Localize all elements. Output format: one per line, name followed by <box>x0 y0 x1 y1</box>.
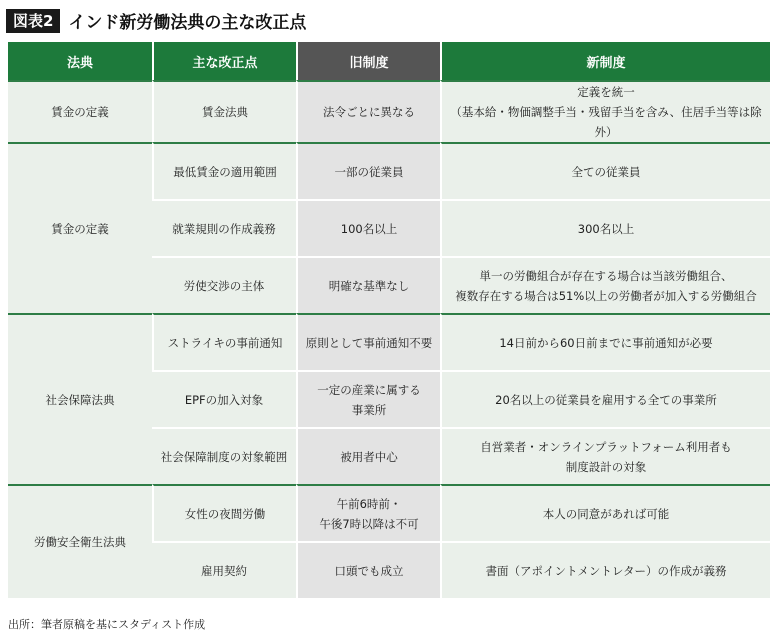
old-system-cell <box>296 256 440 313</box>
new-system-cell <box>440 427 770 484</box>
new-text: 本人の同意があれば可能 <box>542 506 670 521</box>
point-cell: 女性の夜間労働 <box>152 484 296 541</box>
old-text: 被用者中心 <box>340 449 398 464</box>
column-header-code: 法典 <box>8 42 152 80</box>
new-text: 制度設計の対象 <box>565 459 647 474</box>
old-text: 午後7時以降は不可 <box>319 516 419 531</box>
reform-table-container <box>8 42 770 598</box>
code-cell: 賃金の定義 <box>8 80 152 142</box>
figure-badge: 図表2 <box>6 9 60 33</box>
figure-header <box>6 8 306 33</box>
table-row <box>8 80 770 142</box>
new-text: 14日前から60日前までに事前通知が必要 <box>499 335 713 350</box>
point-cell: 最低賃金の適用範囲 <box>152 142 296 199</box>
old-text: 法令ごとに異なる <box>323 105 415 119</box>
code-cell: 社会保障法典 <box>8 313 152 484</box>
point-cell: ストライキの事前通知 <box>152 313 296 370</box>
old-system-cell <box>296 370 440 427</box>
old-text: 一部の従業員 <box>334 164 404 179</box>
table-row <box>8 484 770 541</box>
column-header-old: 旧制度 <box>296 42 440 80</box>
point-cell: 雇用契約 <box>152 541 296 598</box>
new-text: 全ての従業員 <box>571 164 641 179</box>
old-text: 事業所 <box>351 402 387 417</box>
old-system-cell <box>296 199 440 256</box>
code-cell: 労働安全衛生法典 <box>8 484 152 598</box>
old-system-cell <box>296 541 440 598</box>
new-system-cell <box>440 313 770 370</box>
column-header-point: 主な改正点 <box>152 42 296 80</box>
table-row <box>8 313 770 370</box>
old-text: 口頭でも成立 <box>334 563 404 578</box>
old-system-cell <box>296 484 440 541</box>
old-system-cell <box>296 313 440 370</box>
source-note: 出所：筆者原稿を基にスタディスト作成 <box>8 618 206 631</box>
old-text: 原則として事前通知不要 <box>305 335 433 350</box>
code-cell: 賃金の定義 <box>8 142 152 313</box>
new-text: 20名以上の従業員を雇用する全ての事業所 <box>495 392 717 407</box>
new-text: 300名以上 <box>577 221 635 236</box>
figure-title: インド新労働法典の主な改正点 <box>68 13 307 33</box>
new-text: （基本給・物価調整手当・残留手当を含み、住居手当等は除外） <box>450 105 762 139</box>
new-system-cell <box>440 484 770 541</box>
table-header-row <box>8 42 770 80</box>
new-system-cell <box>440 142 770 199</box>
old-text: 午前6時前・ <box>336 496 402 511</box>
new-text: 書面（アポイントメントレター）の作成が義務 <box>485 563 727 578</box>
new-system-cell <box>440 370 770 427</box>
new-text: 単一の労働組合が存在する場合は当該労働組合、 <box>479 268 733 283</box>
point-cell: EPFの加入対象 <box>152 370 296 427</box>
point-cell: 社会保障制度の対象範囲 <box>152 427 296 484</box>
old-system-cell <box>296 427 440 484</box>
point-cell: 就業規則の作成義務 <box>152 199 296 256</box>
new-text: 自営業者・オンラインプラットフォーム利用者も <box>480 439 732 454</box>
table-row <box>8 142 770 199</box>
old-system-cell <box>296 142 440 199</box>
point-cell: 労使交渉の主体 <box>152 256 296 313</box>
old-text: 明確な基準なし <box>328 278 410 293</box>
new-text: 複数存在する場合は51%以上の労働者が加入する労働組合 <box>455 288 757 303</box>
point-cell: 賃金法典 <box>152 80 296 142</box>
new-system-cell <box>440 256 770 313</box>
column-header-new: 新制度 <box>440 42 770 80</box>
reform-table <box>8 42 770 598</box>
new-system-cell <box>440 541 770 598</box>
old-text: 100名以上 <box>340 221 398 236</box>
new-system-cell <box>440 199 770 256</box>
new-system-cell <box>440 80 770 142</box>
old-system-cell <box>296 80 440 142</box>
new-text: 定義を統一 <box>577 85 635 99</box>
old-text: 一定の産業に属する <box>317 382 421 397</box>
